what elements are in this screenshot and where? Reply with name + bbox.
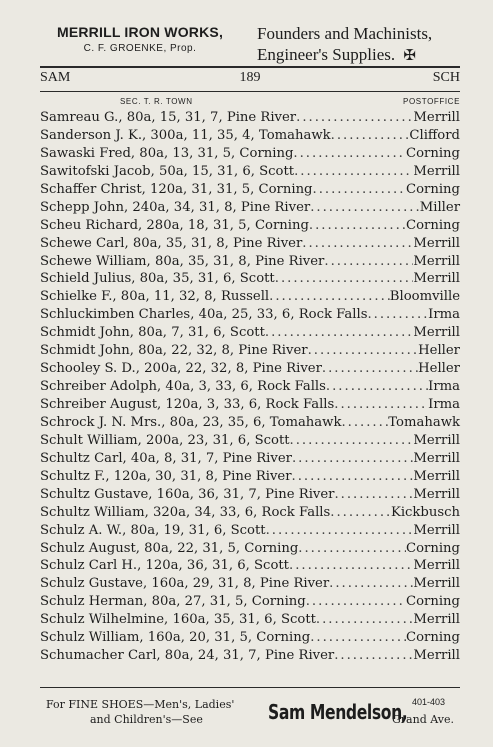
- entry-description: Schultz Gustave, 160a, 36, 31, 7, Pine River: [40, 486, 335, 502]
- entry-description: Schulz Carl H., 120a, 36, 31, 6, Scott: [40, 558, 289, 574]
- entry-description: Schmidt John, 80a, 22, 32, 8, Pine River: [40, 343, 308, 359]
- entry-description: Schluckimben Charles, 40a, 25, 33, 6, Rock Falls: [40, 307, 368, 323]
- entry-description: Schulz A. W., 80a, 19, 31, 6, Scott: [40, 522, 266, 538]
- directory-entry: [40, 199, 460, 217]
- entry-description: Schaffer Christ, 120a, 31, 31, 5, Corning: [40, 181, 313, 197]
- running-head-left: SAM: [40, 70, 71, 85]
- entry-description: Schultz F., 120a, 30, 31, 8, Pine River: [40, 468, 292, 484]
- directory-entry: [40, 342, 460, 360]
- entry-postoffice: Merrill: [413, 486, 460, 502]
- entry-description: Schielke F., 80a, 11, 32, 8, Russell: [40, 289, 270, 305]
- dot-leader: [292, 450, 413, 468]
- entry-description: Schulz Herman, 80a, 27, 31, 5, Corning: [40, 594, 306, 610]
- entry-postoffice: Merrill: [413, 325, 460, 341]
- entry-postoffice: Miller: [419, 199, 460, 215]
- entry-description: Schmidt John, 80a, 7, 31, 6, Scott: [40, 325, 265, 341]
- directory-entry: [40, 522, 460, 540]
- page-number: 189: [239, 70, 261, 85]
- dot-leader: [330, 504, 391, 522]
- entry-description: Schult William, 200a, 23, 31, 6, Scott: [40, 432, 290, 448]
- dot-leader: [296, 109, 413, 127]
- directory-entry: [40, 163, 460, 181]
- directory-entry: [40, 378, 460, 396]
- dot-leader: [265, 324, 414, 342]
- entry-description: Schepp John, 240a, 34, 31, 8, Pine River: [40, 199, 311, 215]
- dot-leader: [290, 432, 414, 450]
- directory-entry: [40, 540, 460, 558]
- dot-leader: [322, 360, 418, 378]
- entry-postoffice: Merrill: [413, 576, 460, 592]
- firm-name: MERRILL IRON WORKS,: [56, 24, 224, 40]
- entry-postoffice: Tomahawk: [388, 414, 460, 430]
- entry-description: Schultz William, 320a, 34, 33, 6, Rock Falls: [40, 504, 331, 520]
- footer-ad-line-2: and Children's—See: [90, 713, 203, 726]
- supplies-line: [257, 45, 467, 65]
- dot-leader: [324, 253, 413, 271]
- directory-entry: [40, 145, 460, 163]
- dot-leader: [329, 575, 413, 593]
- dot-leader: [292, 468, 414, 486]
- dot-leader: [294, 163, 413, 181]
- header-trade: [257, 24, 467, 65]
- entry-description: Schulz Wilhelmine, 160a, 35, 31, 6, Scott: [40, 612, 316, 628]
- dot-leader: [266, 522, 414, 540]
- dot-leader: [331, 127, 410, 145]
- dot-leader: [313, 181, 407, 199]
- entry-description: Sanderson J. K., 300a, 11, 35, 4, Tomahawk: [40, 127, 331, 143]
- entry-postoffice: Merrill: [413, 271, 460, 287]
- directory-entry: [40, 324, 460, 342]
- directory-entry: [40, 414, 460, 432]
- dot-leader: [298, 540, 406, 558]
- entry-postoffice: Irma: [428, 397, 460, 412]
- dot-leader: [334, 486, 413, 504]
- entry-description: Samreau G., 80a, 15, 31, 7, Pine River: [40, 110, 297, 125]
- entry-postoffice: Merrill: [413, 450, 460, 466]
- entry-postoffice: Corning: [406, 540, 460, 556]
- entry-description: Schultz Carl, 40a, 8, 31, 7, Pine River: [40, 450, 292, 466]
- dot-leader: [293, 145, 406, 163]
- column-header-description: SEC. T. R. TOWN: [120, 97, 193, 106]
- running-head-right: SCH: [432, 70, 460, 85]
- entry-postoffice: Merrill: [413, 253, 460, 269]
- dot-leader: [316, 611, 414, 629]
- dot-leader: [341, 414, 388, 432]
- entry-postoffice: Heller: [418, 361, 460, 377]
- directory-entry: [40, 557, 460, 575]
- entry-postoffice: Bloomville: [389, 289, 460, 305]
- entry-postoffice: Merrill: [413, 468, 460, 484]
- entry-postoffice: Merrill: [413, 522, 460, 538]
- entry-description: Schumacher Carl, 80a, 24, 31, 7, Pine River: [40, 648, 335, 664]
- entry-description: Schewe Carl, 80a, 35, 31, 8, Pine River: [40, 235, 303, 251]
- dot-leader: [310, 199, 420, 217]
- footer-advertisement: [40, 694, 460, 734]
- directory-entry: [40, 432, 460, 450]
- dot-leader: [275, 270, 414, 288]
- entry-description: Schrock J. N. Mrs., 80a, 23, 35, 6, Tomahawk: [40, 414, 342, 430]
- entry-postoffice: Merrill: [413, 235, 460, 251]
- proprietor-name: C. F. GROENKE, Prop.: [83, 43, 197, 54]
- entry-postoffice: Irma: [428, 379, 460, 395]
- entry-postoffice: Corning: [406, 217, 460, 233]
- entry-postoffice: Merrill: [413, 432, 460, 448]
- directory-entry: [40, 306, 460, 324]
- directory-entry: [40, 611, 460, 629]
- directory-entry: [40, 253, 460, 271]
- entry-postoffice: Irma: [428, 307, 460, 323]
- entry-description: Scheu Richard, 280a, 18, 31, 5, Corning: [40, 217, 309, 233]
- entry-postoffice: Heller: [418, 343, 460, 359]
- directory-entry: [40, 217, 460, 235]
- footer-ad-line-1: For FINE SHOES—Men's, Ladies': [46, 698, 235, 711]
- entry-description: Sawaski Fred, 80a, 13, 31, 5, Corning: [40, 145, 294, 161]
- directory-entry: [40, 181, 460, 199]
- trade-line: Founders and Machinists,: [257, 24, 433, 43]
- entry-postoffice: Merrill: [413, 558, 460, 574]
- entry-postoffice: Merrill: [413, 648, 460, 664]
- footer-rule: [40, 687, 460, 688]
- running-head-rule: [40, 91, 460, 92]
- entry-postoffice: Merrill: [413, 110, 460, 125]
- header-advertiser: [40, 24, 240, 54]
- entry-description: Schield Julius, 80a, 35, 31, 6, Scott: [40, 271, 275, 287]
- directory-entry: [40, 235, 460, 253]
- directory-entry: [40, 127, 460, 145]
- entry-description: Schooley S. D., 200a, 22, 32, 8, Pine River: [40, 361, 322, 377]
- entry-description: Sawitofski Jacob, 50a, 15, 31, 6, Scott: [40, 163, 295, 179]
- dot-leader: [308, 342, 419, 360]
- footer-brand-name: Sam Mendelson,: [268, 700, 408, 724]
- header-rule: [40, 66, 460, 68]
- directory-entry: [40, 468, 460, 486]
- directory-entry: [40, 629, 460, 647]
- entry-postoffice: Corning: [406, 145, 460, 161]
- entry-postoffice: Kickbusch: [390, 504, 460, 520]
- directory-entry: [40, 647, 460, 665]
- footer-address-street: Grand Ave.: [392, 713, 454, 726]
- entry-description: Schreiber August, 120a, 3, 33, 6, Rock Falls: [40, 397, 335, 412]
- directory-entry: [40, 288, 460, 306]
- dot-leader: [306, 593, 406, 611]
- dot-leader: [302, 235, 413, 253]
- dot-leader: [269, 288, 390, 306]
- directory-entries: [40, 109, 460, 665]
- entry-postoffice: Corning: [406, 630, 460, 646]
- entry-description: Schulz August, 80a, 22, 31, 5, Corning: [40, 540, 299, 556]
- entry-description: Schewe William, 80a, 35, 31, 8, Pine River: [40, 253, 325, 269]
- supplies-text: Engineer's Supplies.: [257, 45, 396, 64]
- directory-entry: [40, 270, 460, 288]
- entry-postoffice: Clifford: [409, 127, 460, 143]
- entry-description: Schulz William, 160a, 20, 31, 5, Corning: [40, 630, 311, 646]
- ornament-icon: ✠: [403, 48, 416, 64]
- entry-description: Schreiber Adolph, 40a, 3, 33, 6, Rock Falls: [40, 379, 326, 395]
- footer-address-number: 401-403: [412, 697, 446, 707]
- dot-leader: [367, 306, 428, 324]
- directory-entry: [40, 450, 460, 468]
- dot-leader: [334, 647, 413, 665]
- entry-postoffice: Corning: [406, 181, 460, 197]
- dot-leader: [334, 396, 428, 414]
- directory-entry: [40, 593, 460, 611]
- directory-entry: [40, 575, 460, 593]
- directory-entry: [40, 396, 460, 414]
- dot-leader: [326, 378, 428, 396]
- directory-entry: [40, 109, 460, 127]
- directory-entry: [40, 486, 460, 504]
- entry-postoffice: Merrill: [413, 612, 460, 628]
- directory-entry: [40, 360, 460, 378]
- directory-entry: [40, 504, 460, 522]
- entry-postoffice: Corning: [406, 594, 460, 610]
- dot-leader: [310, 629, 406, 647]
- entry-description: Schulz Gustave, 160a, 29, 31, 8, Pine River: [40, 576, 330, 592]
- dot-leader: [289, 557, 413, 575]
- entry-postoffice: Merrill: [413, 163, 460, 179]
- column-header-postoffice: POSTOFFICE: [403, 97, 460, 106]
- dot-leader: [309, 217, 406, 235]
